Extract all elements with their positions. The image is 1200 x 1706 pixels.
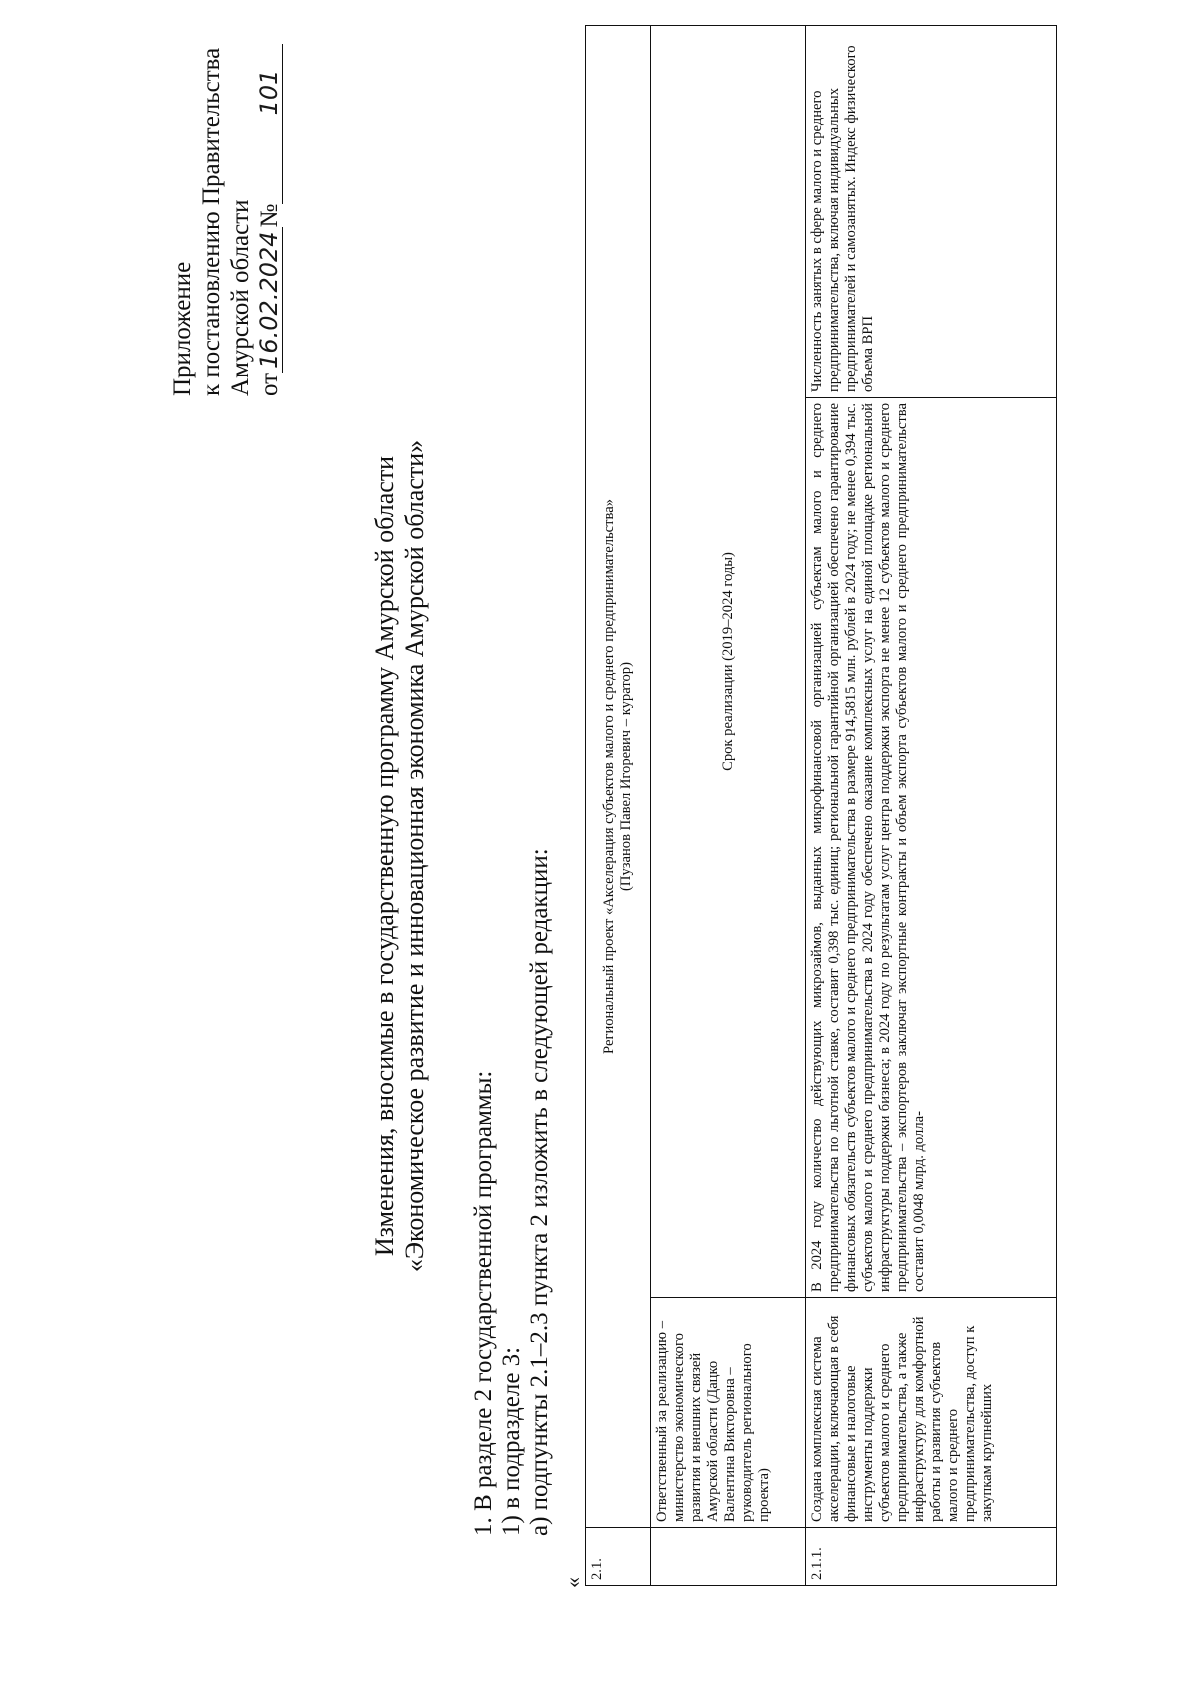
number-field: [257, 44, 283, 204]
number-prefix: №: [256, 203, 283, 228]
indicator-text-cell: Численность занятых в сфере малого и среднего предпринимательства, включая индивидуальных предпринимателей и самозанятых. Индекс физического объема ВРП: [806, 25, 1057, 397]
instruction-line-3: а) подпункты 2.1–2.3 пункта 2 изложить в следующей редакции:: [526, 848, 553, 1536]
annex-line-2: к постановлению Правительства: [198, 47, 225, 396]
result-text-cell: В 2024 году количество действующих микрозаймов, выданных микрофинансовой организацией субъектам малого и среднего предпринимательства по льготной ставке, составит 0,398 тыс. единиц; региональной гарантийной организацией обеспечено гарантирование финансовых обязательств субъектов малого и среднего предпринимательства в размере 914,5815 млн. рублей в 2024 году; не менее 0,394 тыс. субъектов малого и среднего предпринимательства в 2024 году обеспечено оказание комплексных услуг на единой площадке региональной инфраструктуры поддержки бизнеса; в 2024 году по результатам услуг центра поддержки экспорта не менее 12 субъектов малого и среднего предпринимательства – экспортеров заключат экспортные контракты и объем экспорта субъектов малого и среднего предпринимательства составит 0,0048 млрд. долла-: [806, 398, 1057, 1298]
handwritten-date: 16.02.2024: [255, 231, 283, 369]
handwritten-number: 101: [255, 69, 283, 116]
opening-quote: «: [560, 1577, 585, 1588]
project-name-cell: [586, 25, 651, 1527]
date-field: [257, 227, 283, 372]
empty-cell: [651, 1528, 806, 1586]
table-row: [586, 25, 651, 1585]
project-number-cell: 2.1.: [586, 1528, 651, 1586]
annex-date-number-line: [255, 16, 284, 396]
project-curator: (Пузанов Павел Игоревич – куратор): [618, 662, 634, 891]
instruction-line-1: 1. В разделе 2 государственной программы:: [470, 1070, 497, 1536]
project-name: Региональный проект «Акселерация субъектов малого и среднего предпринимательства»: [601, 499, 617, 1054]
date-prefix: от: [256, 372, 283, 396]
task-number-cell: 2.1.1.: [806, 1528, 1057, 1586]
title-line-1: Изменения, вносимые в государственную программу Амурской области: [370, 455, 399, 1257]
document-title: [370, 306, 430, 1406]
table-row: [651, 25, 806, 1585]
task-text-cell: Создана комплексная система акселерации, включающая в себя финансовые и налоговые инструменты поддержки субъектов малого и среднего предпринимательства, а также инфраструктуру для комфортной работы и развития субъектов малого и среднего предпринимательства, доступ к закупкам крупнейших: [806, 1298, 1057, 1528]
instructions-block: [470, 336, 554, 1536]
annex-line-1: Приложение: [169, 261, 196, 396]
responsible-cell: Ответственный за реализацию – министерство экономического развития и внешних связей Амурской области (Дацко Валентина Викторовна – руководитель регионального проекта): [651, 1298, 806, 1528]
program-table: [585, 25, 1057, 1586]
annex-block: [168, 16, 284, 396]
table-row: [806, 25, 1057, 1585]
title-line-2: «Экономическое развитие и инновационная экономика Амурской области»: [400, 439, 429, 1273]
annex-line-3: Амурской области: [227, 199, 254, 396]
instruction-line-2: 1) в подразделе 3:: [498, 1346, 525, 1536]
period-cell: Срок реализации (2019–2024 годы): [651, 25, 806, 1297]
